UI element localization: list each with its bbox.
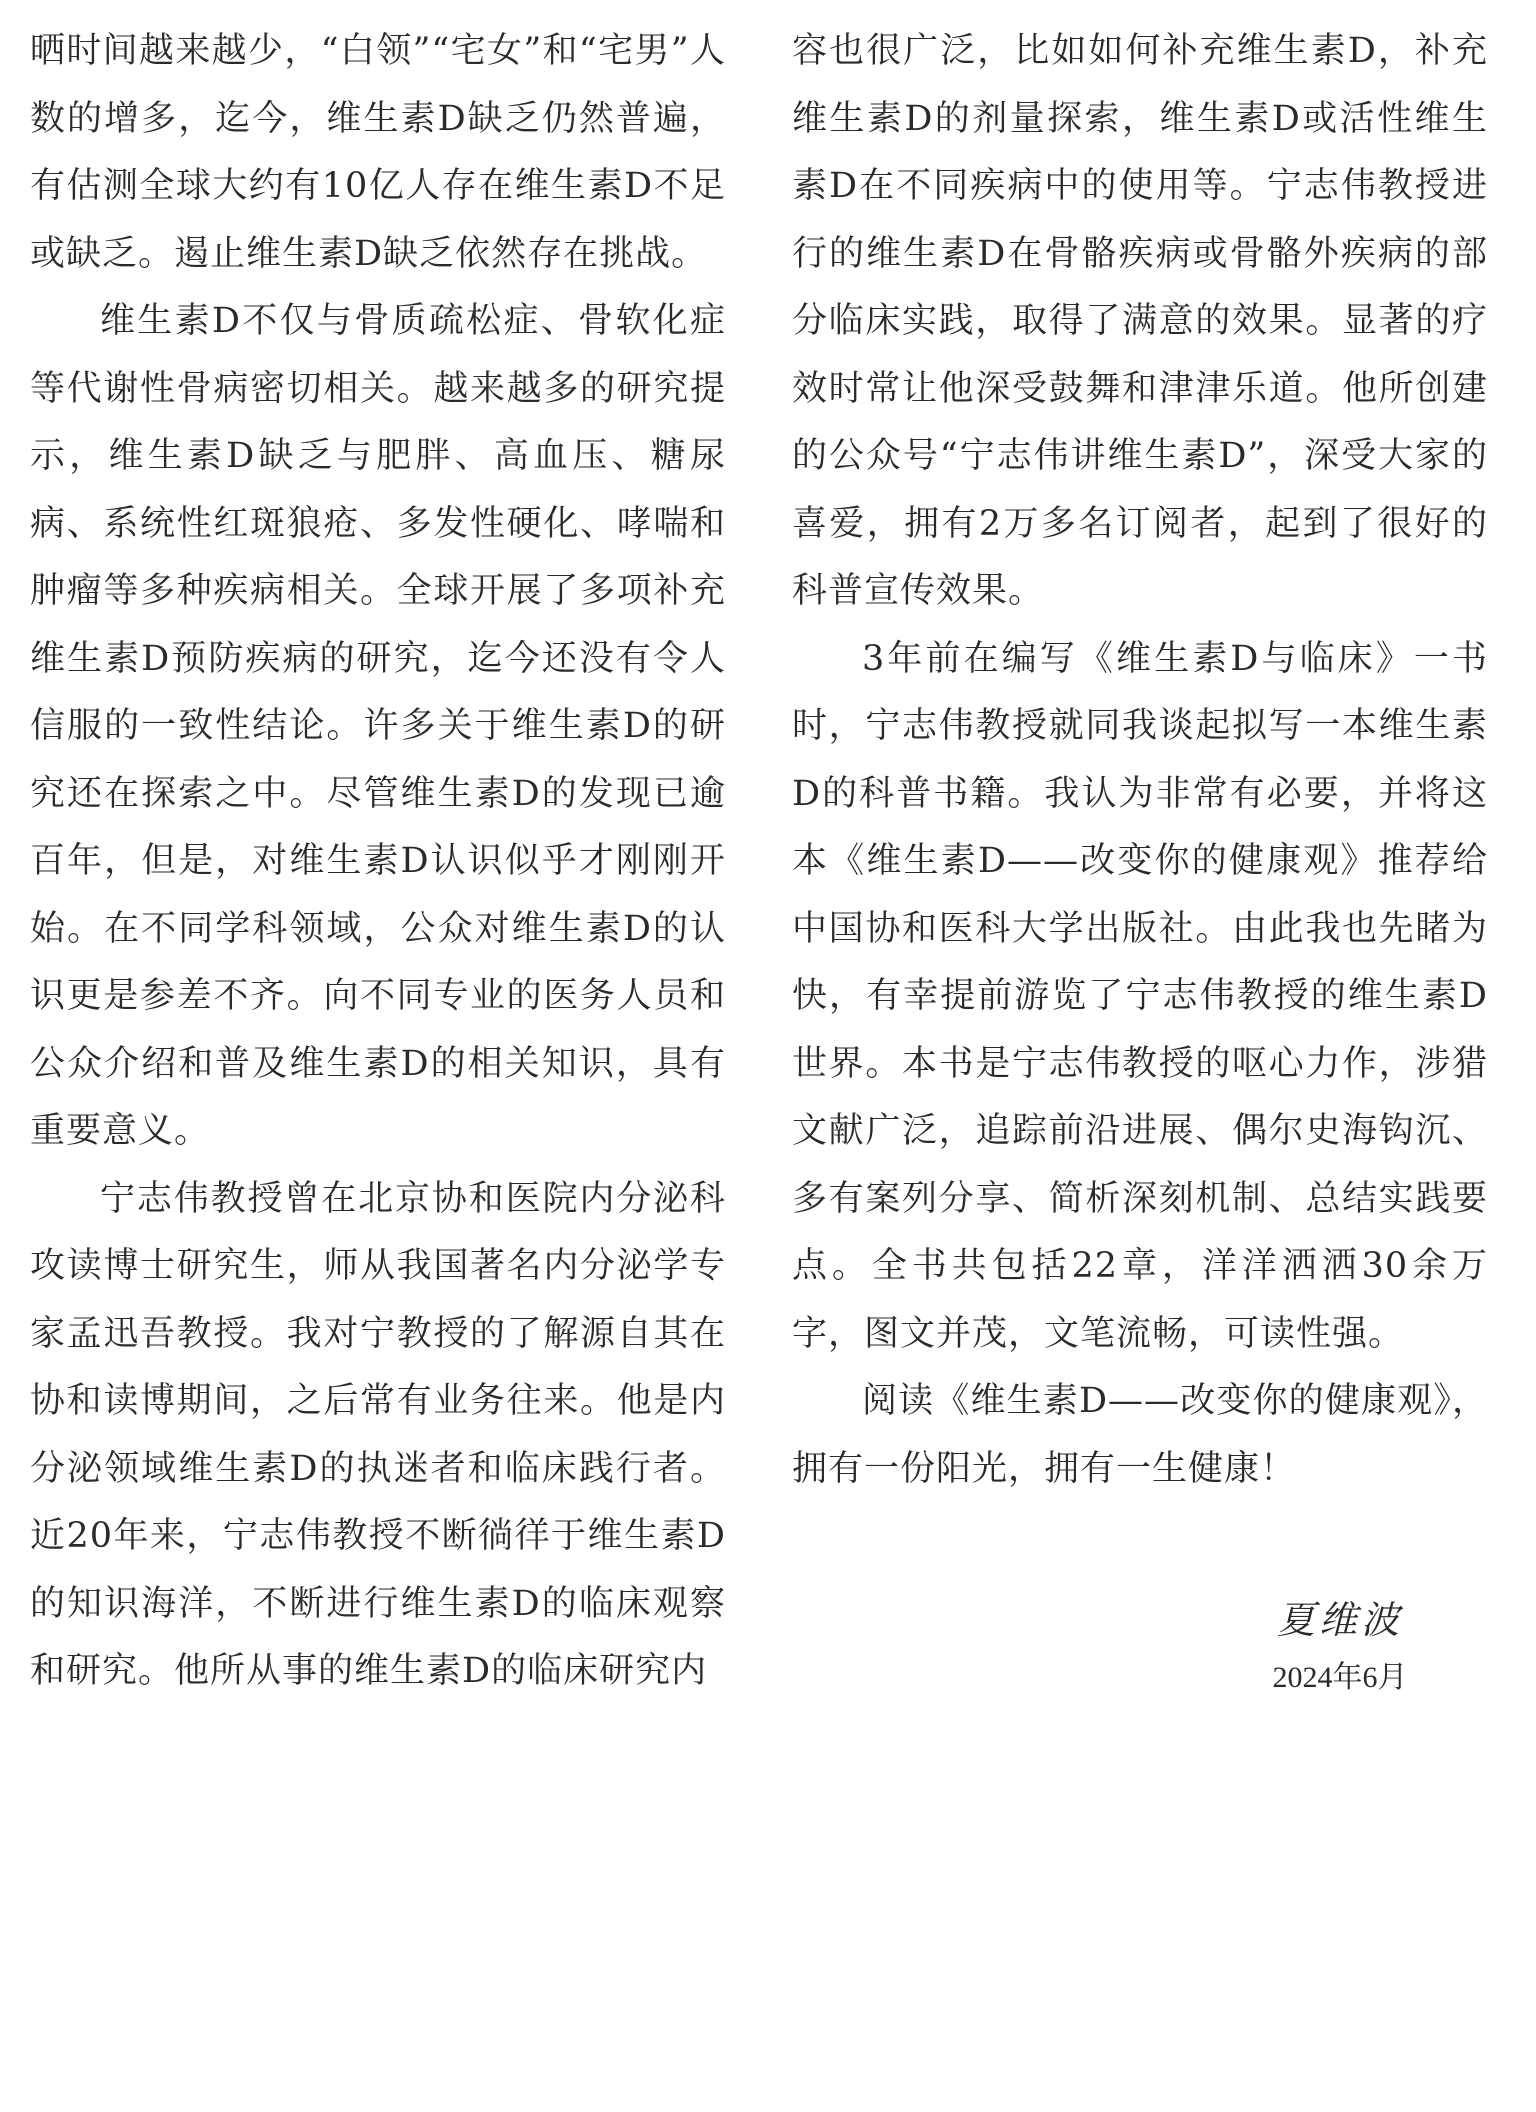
right-column — [792, 18, 1488, 1503]
left-column — [30, 18, 726, 1706]
paragraph: 3年前在编写《维生素D与临床》一书时，宁志伟教授就同我谈起拟写一本维生素D的科普书籍。我认为非常有必要，并将这本《维生素D——改变你的健康观》推荐给中国协和医科大学出版社。由此我也先睹为快，有幸提前游览了宁志伟教授的维生素D世界。本书是宁志伟教授的呕心力作，涉猎文献广泛，追踪前沿进展、偶尔史海钩沉、多有案列分享、简析深刻机制、总结实践要点。全书共包括22章，洋洋洒洒30余万字，图文并茂，文笔流畅，可读性强。 — [792, 638, 1488, 1354]
paragraph: 容也很广泛，比如如何补充维生素D，补充维生素D的剂量探索，维生素D或活性维生素D在不同疾病中的使用等。宁志伟教授进行的维生素D在骨骼疾病或骨骼外疾病的部分临床实践，取得了满意的效果。显著的疗效时常让他深受鼓舞和津津乐道。他所创建的公众号“宁志伟讲维生素D”，深受大家的喜爱，拥有2万多名订阅者，起到了很好的科普宣传效果。 — [792, 31, 1488, 611]
signature-block — [1230, 1590, 1450, 1706]
paragraph: 宁志伟教授曾在北京协和医院内分泌科攻读博士研究生，师从我国著名内分泌学专家孟迅吾教授。我对宁教授的了解源自其在协和读博期间，之后常有业务往来。他是内分泌领域维生素D的执迷者和临床践行者。近20年来，宁志伟教授不断徜徉于维生素D的知识海洋，不断进行维生素D的临床观察和研究。他所从事的维生素D的临床研究内 — [30, 1178, 726, 1691]
paragraph: 晒时间越来越少，“白领”“宅女”和“宅男”人数的增多，迄今，维生素D缺乏仍然普遍，有估测全球大约有10亿人存在维生素D不足或缺乏。遏止维生素D缺乏依然存在挑战。 — [30, 31, 726, 274]
signature-date: 2024年6月 — [1272, 1661, 1408, 1694]
signature-name: 夏维波 — [1276, 1598, 1403, 1642]
paragraph: 维生素D不仅与骨质疏松症、骨软化症等代谢性骨病密切相关。越来越多的研究提示，维生素D缺乏与肥胖、高血压、糖尿病、系统性红斑狼疮、多发性硬化、哮喘和肿瘤等多种疾病相关。全球开展了多项补充维生素D预防疾病的研究，迄今还没有令人信服的一致性结论。许多关于维生素D的研究还在探索之中。尽管维生素D的发现已逾百年，但是，对维生素D认识似乎才刚刚开始。在不同学科领域，公众对维生素D的认识更是参差不齐。向不同专业的医务人员和公众介绍和普及维生素D的相关知识，具有重要意义。 — [30, 301, 726, 1151]
paragraph: 阅读《维生素D——改变你的健康观》，拥有一份阳光，拥有一生健康！ — [792, 1381, 1488, 1489]
